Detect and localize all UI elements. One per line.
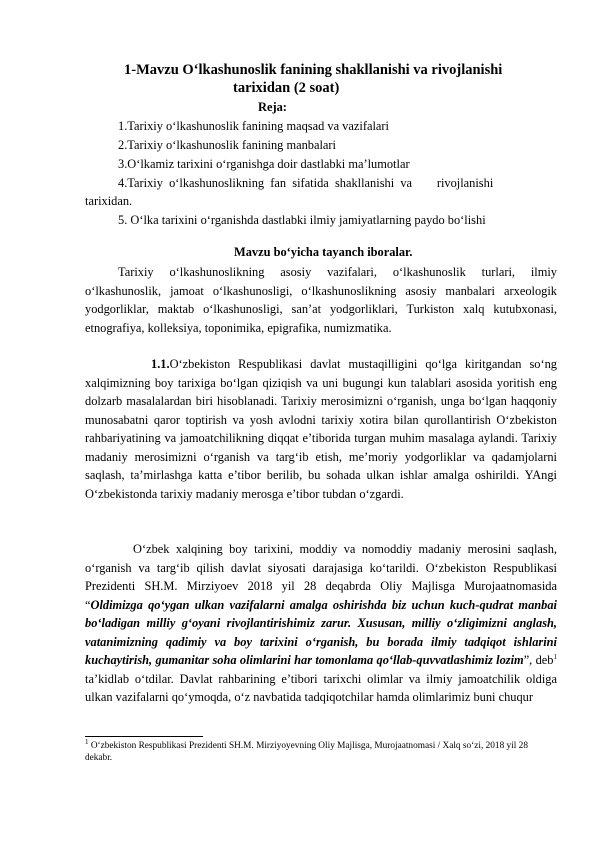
plan-item-continuation: tarixidan. (85, 194, 133, 208)
plan-item: 3.O‘lkamiz tarixini o‘rganishga doir dastlabki ma’lumotlar (118, 157, 410, 171)
footnote (85, 737, 557, 764)
lesson-title-line2: tarixidan (2 soat) (233, 80, 340, 96)
president-quote: Oldimizga qo‘ygan ulkan vazifalarni amalga oshirishda biz uchun kuch-qudrat manbai bo‘ladigan milliy g‘oyani rivojlantirishimiz zarur. Xususan, milliy o‘zligimizni anglash, vatanimizning qadimiy va boy tarixini o‘rganish, bu borada ilmiy tadqiqot ishlarini kuchaytirish, gumanitar soha olimlarini har tomonlama qo‘llab-quvvatlashimiz lozim (85, 597, 557, 667)
para2-after-quote: ”, deb (523, 653, 554, 667)
keywords-heading: Mavzu bo‘yicha tayanch iboralar. (234, 245, 413, 259)
plan-heading: Reja: (258, 100, 287, 114)
quote-paragraph (85, 540, 557, 707)
plan-item: 5. O‘lka tarixini o‘rganishda dastlabki ilmiy jamiyatlarning paydo bo‘lishi (118, 213, 486, 227)
footnote-number: 1 (85, 737, 89, 746)
section-paragraph (85, 355, 557, 503)
section-number: 1.1. (151, 357, 170, 371)
plan-item: 2.Tarixiy o‘lkashunoslik fanining manbalari (118, 138, 336, 152)
lesson-title-line1: 1-Mavzu O‘lkashunoslik fanining shakllanishi va rivojlanishi (124, 62, 503, 78)
plan-item: 1.Tarixiy o‘lkashunoslik fanining maqsad va vazifalari (118, 119, 389, 133)
footnote-divider (85, 736, 203, 737)
keywords-paragraph: Tarixiy o‘lkashunoslikning asosiy vazifalari, o‘lkashunoslik turlari, ilmiy o‘lkashunoslik, jamoat o‘lkashunosligi, o‘lkashunoslikning asosiy manbalari arxeologik yodgorliklar, maktab o‘lkashunosligi, san’at yodgorliklari, Turkiston xalq kutubxonasi, etnografiya, kolleksiya, toponimika, epigrafika, numizmatika. (85, 265, 557, 335)
section-text: O‘zbekiston Respublikasi davlat mustaqilligini qo‘lga kiritgandan so‘ng xalqimizning boy tarixiga bo‘lgan qiziqish va uni bugungi kun talablari asosida yoritish eng dolzarb masalalardan biri hisoblanadi. Tarixiy merosimizni o‘rganish, unga bo‘lgan haqqoniy munosabatni qaror toptirish va yosh avlodni tarixiy xotira bilan qurollantirish O‘zbekiston rahbariyatining va jamoatchilikning diqqat e’tiborida turgan muhim masalaga aylandi. Tarixiy madaniy merosimizni o‘rganish va targ‘ib etish, me’moriy yodgorliklar va qadamjolarni saqlash, ta’mirlashga katta e’tibor berilib, bu sohada ulkan ishlar amalga oshirildi. YAngi O‘zbekistonda tarixiy madaniy merosga e’tibor tubdan o‘zgardi. (85, 357, 557, 501)
para2-end: ta’kidlab o‘tdilar. Davlat rahbarining e’tibori tarixchi olimlar va ilmiy jamoatchilik oldiga ulkan vazifalarni qo‘ymoqda, o‘z navbatida tadqiqotchilar hamda olimlarimiz buni chuqur (85, 671, 557, 704)
para2-start: O‘zbek xalqining boy tarixini, moddiy va nomoddiy madaniy merosini saqlash, o‘rganish va targ‘ib qilish davlat siyosati darajasiga ko‘tarildi. O‘zbekiston Respublikasi Prezidenti SH.M. Mirziyoev 2018 yil 28 deqabrda Oliy Majlisga Murojaatnomasida “ (85, 542, 557, 612)
footnote-reference[interactable]: 1 (553, 652, 557, 661)
plan-item: 4.Tarixiy o‘lkashunoslikning fan sifatida shakllanishi va rivojlanishi (118, 176, 494, 190)
footnote-text: O‘zbekiston Respublikasi Prezidenti SH.M. Mirziyoyevning Oliy Majlisga, Murojaatnomasi / Xalq so‘zi, 2018 yil 28 dekabr. (85, 741, 528, 763)
